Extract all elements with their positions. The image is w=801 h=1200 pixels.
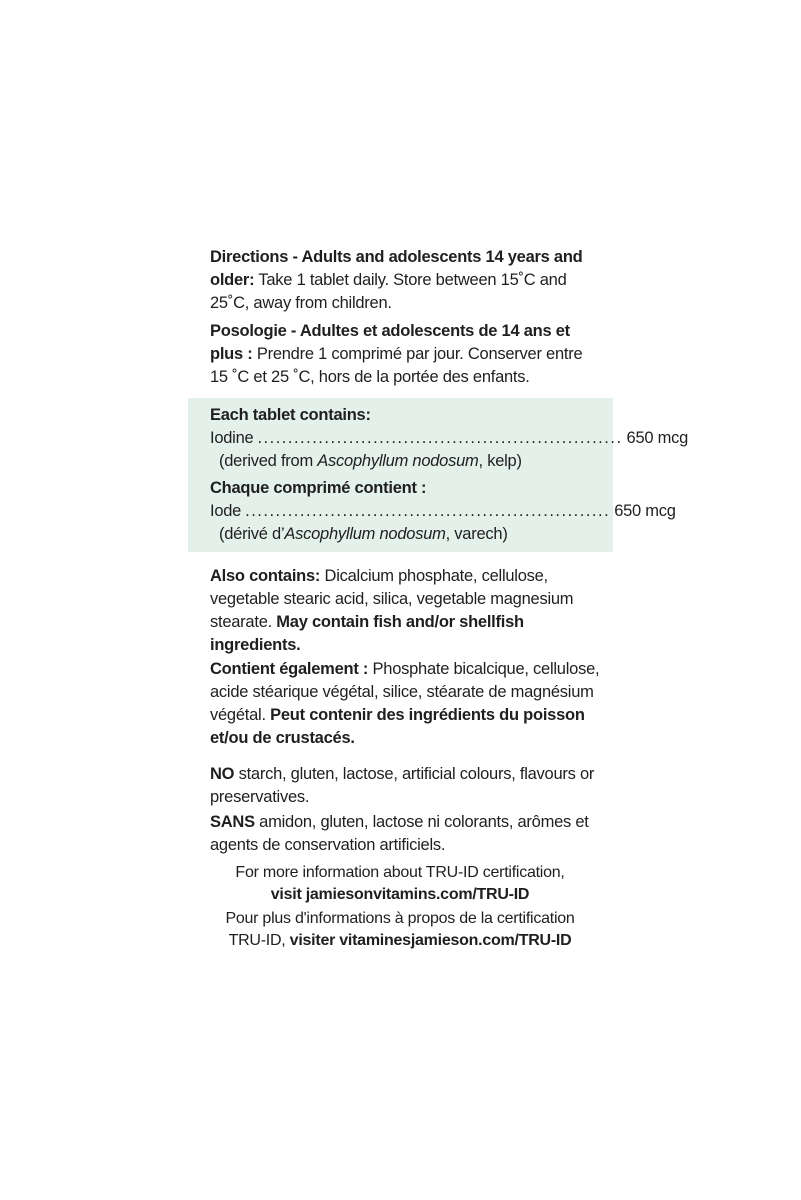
free-from-french <box>210 811 602 857</box>
directions-french-text: Prendre 1 comprimé par jour. Conserver entre 15 ˚C et 25 ˚C, hors de la portée des enfants. <box>210 345 583 386</box>
dot-leader: ............................................................ <box>245 502 611 520</box>
allergen-warning-english: May contain fish and/or shellfish ingredients. <box>210 613 524 654</box>
directions-french-heading: Posologie - Adultes et adolescents de 14 ans et plus : <box>210 322 570 363</box>
source-suffix-english: , kelp) <box>478 452 522 470</box>
certification-info-french <box>200 908 600 952</box>
ingredient-source-french <box>210 523 590 546</box>
ingredients-french-heading: Chaque comprimé contient : <box>210 479 427 497</box>
free-from-french-text: amidon, gluten, lactose ni colorants, arômes et agents de conservation artificiels. <box>210 813 589 854</box>
ingredient-row-english <box>210 427 689 450</box>
source-prefix-french: (dérivé d’ <box>219 525 285 543</box>
also-contains-french <box>210 658 602 750</box>
free-from-english-text: starch, gluten, lactose, artificial colours, flavours or preservatives. <box>210 765 595 806</box>
source-prefix-english: (derived from <box>219 452 318 470</box>
certification-english-link[interactable]: visit jamiesonvitamins.com/TRU-ID <box>270 886 530 903</box>
ingredient-row-french <box>210 500 676 523</box>
directions-english-text: Take 1 tablet daily. Store between 15˚C and 25˚C, away from children. <box>210 271 567 312</box>
source-suffix-french: , varech) <box>445 525 508 543</box>
certification-info-english <box>200 862 600 906</box>
allergen-warning-french: Peut contenir des ingrédients du poisson et/ou de crustacés. <box>210 706 585 747</box>
directions-english <box>210 246 602 315</box>
free-from-french-heading: SANS <box>210 813 255 831</box>
certification-french-link[interactable]: visiter vitaminesjamieson.com/TRU-ID <box>289 932 572 949</box>
directions-english-heading: Directions - Adults and adolescents 14 years and older: <box>210 248 583 289</box>
dot-leader: ............................................................ <box>257 429 623 447</box>
also-contains-english-text: Dicalcium phosphate, cellulose, vegetable stearic acid, silica, vegetable magnesium stearate. <box>210 567 574 631</box>
also-contains-french-heading: Contient également : <box>210 660 369 678</box>
directions-french <box>210 320 602 389</box>
certification-french-prefix: TRU-ID, <box>228 932 290 949</box>
also-contains-english-heading: Also contains: <box>210 567 321 585</box>
also-contains-french-text: Phosphate bicalcique, cellulose, acide stéarique végétal, silice, stéarate de magnésium végétal. <box>210 660 600 724</box>
certification-french-line1: Pour plus d'informations à propos de la certification <box>225 910 575 927</box>
source-species-french: Ascophyllum nodosum <box>284 525 446 543</box>
ingredient-name-french: Iode <box>210 502 242 520</box>
ingredient-source-english <box>210 450 590 473</box>
source-species-english: Ascophyllum nodosum <box>317 452 479 470</box>
free-from-english <box>210 763 602 809</box>
also-contains-english <box>210 565 602 657</box>
ingredient-amount-french: 650 mcg <box>614 502 676 520</box>
ingredients-panel <box>188 398 689 552</box>
ingredient-name-english: Iodine <box>210 429 254 447</box>
free-from-english-heading: NO <box>210 765 235 783</box>
certification-english-line1: For more information about TRU-ID certification, <box>235 864 565 881</box>
ingredients-english-heading: Each tablet contains: <box>210 406 371 424</box>
ingredient-amount-english: 650 mcg <box>626 429 689 447</box>
